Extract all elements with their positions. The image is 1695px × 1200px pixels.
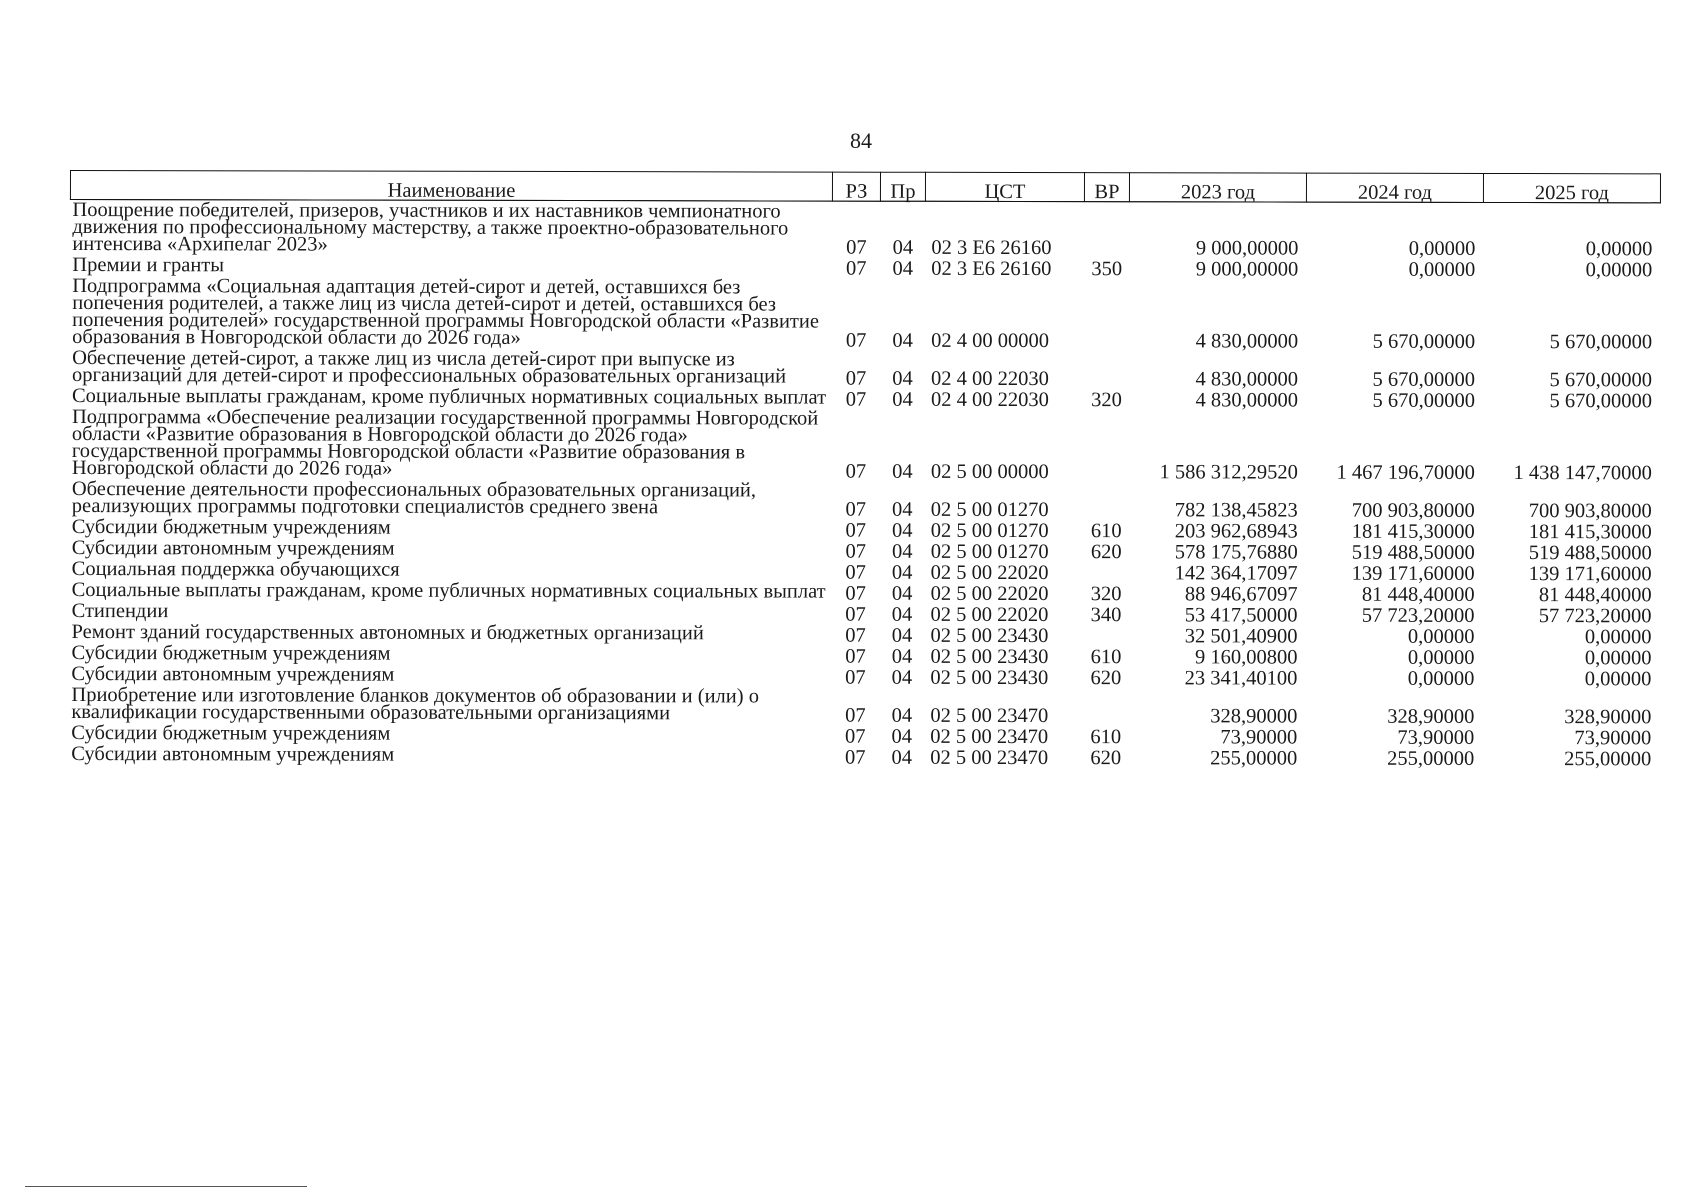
cell-rz: 07 [845, 498, 867, 521]
header-2025: 2025 год [1483, 173, 1660, 202]
cell-name: Стипендии [71, 600, 169, 623]
cell-2024: 57 723,20000 [1361, 604, 1475, 627]
cell-rz: 07 [845, 725, 866, 748]
cell-rz: 07 [845, 704, 866, 727]
cell-cst: 02 5 00 23430 [930, 645, 1049, 669]
cell-2025: 1 438 147,70000 [1513, 462, 1652, 485]
cell-2024: 0,00000 [1407, 646, 1475, 669]
cell-2025: 255,00000 [1564, 748, 1652, 771]
table-header [70, 171, 1660, 203]
cell-cst: 02 4 00 22030 [930, 388, 1049, 412]
cell-rz: 07 [845, 460, 867, 483]
page-number: 84 [850, 128, 872, 153]
cell-2025: 139 171,60000 [1528, 563, 1652, 586]
header-row [70, 171, 1660, 203]
header-vr: ВР [1084, 173, 1129, 202]
cell-2025: 57 723,20000 [1538, 605, 1652, 628]
cell-pr: 04 [891, 746, 913, 769]
cell-pr: 04 [891, 645, 913, 668]
cell-2024: 81 448,40000 [1361, 583, 1475, 606]
header-2024: 2024 год [1306, 173, 1483, 202]
cell-pr: 04 [892, 367, 913, 390]
cell-2024: 139 171,60000 [1351, 562, 1475, 585]
table-row [69, 685, 1659, 726]
cell-name: Социальная поддержка обучающихся [71, 558, 400, 581]
cell-vr: 620 [1090, 747, 1122, 770]
cell-name: Социальные выплаты гражданам, кроме публичных нормативных социальных выплат [71, 579, 826, 603]
cell-2025: 181 415,30000 [1528, 521, 1652, 544]
cell-rz: 07 [845, 388, 867, 411]
cell-pr: 04 [892, 257, 914, 280]
table-row [69, 744, 1659, 768]
cell-name: Субсидии бюджетным учреждениям [71, 516, 391, 539]
cell-name: Приобретение или изготовление бланков документов об образовании и (или) о квалификации государственными образовательными организациями [71, 684, 760, 725]
header-name: Наименование [70, 171, 832, 202]
cell-vr [1084, 350, 1129, 388]
cell-rz: 07 [845, 645, 866, 668]
header-rz: РЗ [832, 172, 880, 201]
cell-pr: 04 [891, 666, 913, 689]
table-row [70, 348, 1660, 389]
cell-name: Поощрение победителей, призеров, участников и их наставников чемпионатного движения по профессиональному мастерству, а также проектно-образовательного интенсива «Архипелаг 2023» [72, 199, 789, 256]
cell-2025: 0,00000 [1585, 238, 1653, 261]
cell-rz: 07 [845, 666, 866, 689]
cell-2023: 142 364,17097 [1174, 562, 1298, 585]
cell-rz: 07 [845, 582, 866, 605]
cell-2023: 203 962,68943 [1174, 520, 1298, 543]
cell-pr: 04 [892, 236, 914, 259]
cell-2023: 4 830,00000 [1195, 368, 1299, 391]
cell-cst: 02 4 00 00000 [931, 329, 1050, 353]
cell-2024: 0,00000 [1407, 667, 1475, 690]
cell-vr: 620 [1090, 541, 1122, 564]
cell-pr: 04 [892, 460, 913, 483]
cell-vr: 610 [1090, 520, 1122, 543]
cell-name: Ремонт зданий государственных автономных и бюджетных организаций [71, 621, 704, 645]
cell-2023: 9 000,00000 [1195, 258, 1299, 281]
cell-name: Субсидии бюджетным учреждениям [71, 642, 391, 665]
cell-pr: 04 [891, 582, 913, 605]
cell-2025: 5 670,00000 [1549, 369, 1653, 392]
cell-rz: 07 [845, 603, 866, 626]
table-row [70, 407, 1660, 482]
cell-2025: 81 448,40000 [1538, 584, 1652, 607]
cell-2023: 578 175,76880 [1174, 541, 1298, 564]
cell-pr: 04 [891, 704, 913, 727]
cell-cst: 02 5 00 23470 [930, 746, 1049, 770]
cell-vr [1084, 409, 1129, 481]
footer-divider [25, 1186, 307, 1187]
cell-cst: 02 5 00 23470 [930, 725, 1049, 749]
cell-cst: 02 3 Е6 26160 [931, 257, 1052, 281]
cell-2023: 53 417,50000 [1184, 604, 1298, 627]
cell-2023: 9 000,00000 [1195, 237, 1299, 260]
cell-pr: 04 [892, 388, 913, 411]
cell-vr: 610 [1090, 726, 1122, 749]
cell-2023: 1 586 312,29520 [1159, 461, 1298, 484]
cell-2025: 0,00000 [1585, 259, 1653, 282]
cell-cst: 02 5 00 22020 [930, 582, 1049, 606]
cell-pr: 04 [891, 561, 913, 584]
cell-2024: 181 415,30000 [1351, 520, 1475, 543]
cell-name: Премии и гранты [72, 254, 225, 277]
cell-2025: 5 670,00000 [1549, 331, 1653, 354]
cell-cst: 02 4 00 22030 [931, 367, 1049, 391]
cell-2023: 782 138,45823 [1174, 499, 1298, 522]
cell-2024: 73,90000 [1397, 726, 1475, 749]
cell-name: Подпрограмма «Социальная адаптация детей-сирот и детей, оставшихся без попечения родителей, а также лиц из числа детей-сирот и детей, оставшихся без попечения родителей» государственной программы Новгородской области «Развитие образования в Новгородской области до 2026 года» [72, 275, 820, 349]
cell-name: Субсидии автономным учреждениям [71, 663, 395, 686]
cell-2024: 700 903,80000 [1351, 499, 1475, 522]
cell-2025: 5 670,00000 [1549, 390, 1653, 413]
cell-2023: 9 160,00800 [1194, 646, 1298, 669]
cell-pr: 04 [891, 540, 913, 563]
cell-2024: 328,90000 [1387, 705, 1475, 728]
cell-2023: 88 946,67097 [1184, 583, 1298, 606]
cell-2025: 519 488,50000 [1528, 542, 1652, 565]
cell-cst: 02 5 00 22020 [930, 603, 1049, 627]
cell-name: Субсидии автономным учреждениям [71, 743, 395, 766]
cell-2024: 0,00000 [1407, 625, 1475, 648]
cell-2024: 5 670,00000 [1372, 389, 1476, 412]
cell-vr: 620 [1090, 667, 1122, 690]
cell-rz: 07 [845, 561, 866, 584]
header-2023: 2023 год [1129, 173, 1306, 202]
cell-2023: 23 341,40100 [1184, 667, 1298, 690]
cell-rz: 07 [846, 236, 867, 259]
cell-2025: 0,00000 [1584, 626, 1652, 649]
cell-rz: 07 [845, 329, 867, 352]
cell-2023: 4 830,00000 [1195, 389, 1299, 412]
table-body [69, 200, 1660, 769]
cell-2024: 0,00000 [1408, 258, 1476, 281]
header-pr: Пр [880, 172, 925, 201]
cell-pr: 04 [891, 519, 913, 542]
cell-pr: 04 [891, 603, 913, 626]
cell-vr [1084, 278, 1129, 350]
cell-name: Социальные выплаты гражданам, кроме публичных нормативных социальных выплат [72, 385, 827, 409]
cell-cst: 02 5 00 23430 [930, 666, 1049, 690]
cell-vr [1084, 624, 1129, 645]
budget-table [69, 170, 1661, 771]
cell-vr: 320 [1090, 583, 1122, 606]
cell-cst: 02 5 00 01270 [930, 519, 1049, 543]
cell-vr [1084, 202, 1129, 258]
table-row [70, 580, 1660, 604]
cell-rz: 07 [846, 257, 867, 280]
cell-vr [1083, 687, 1128, 725]
cell-2025: 328,90000 [1564, 706, 1652, 729]
table-row [70, 200, 1660, 259]
cell-cst: 02 5 00 22020 [930, 561, 1049, 585]
cell-2023: 32 501,40900 [1184, 625, 1298, 648]
header-cst: ЦСТ [925, 172, 1084, 201]
cell-rz: 07 [845, 540, 866, 563]
cell-2023: 4 830,00000 [1195, 330, 1299, 353]
cell-vr [1084, 561, 1129, 582]
cell-rz: 07 [844, 746, 866, 769]
cell-name: Обеспечение детей-сирот, а также лиц из числа детей-сирот при выпуске из организаций для детей-сирот и профессиональных образовательных организаций [72, 347, 787, 388]
cell-name: Субсидии бюджетным учреждениям [71, 722, 391, 745]
cell-rz: 07 [845, 519, 867, 542]
cell-2024: 5 670,00000 [1372, 330, 1476, 353]
cell-pr: 04 [891, 624, 913, 647]
cell-2023: 73,90000 [1220, 726, 1298, 749]
cell-2024: 1 467 196,70000 [1336, 461, 1475, 484]
cell-name: Подпрограмма «Обеспечение реализации государственной программы Новгородской области «Развитие образования в Новгородской области до 2026 года» государственной программы Новгородской области «Развитие образования в Новгородской области до 2026 года» [71, 406, 819, 480]
cell-vr: 320 [1091, 389, 1122, 412]
cell-cst: 02 5 00 23430 [930, 624, 1049, 648]
table-row [70, 276, 1660, 351]
cell-rz: 07 [845, 624, 866, 647]
cell-2024: 519 488,50000 [1351, 541, 1475, 564]
cell-2025: 700 903,80000 [1528, 500, 1652, 523]
cell-cst: 02 5 00 01270 [930, 540, 1049, 564]
cell-cst: 02 5 00 23470 [930, 704, 1049, 728]
cell-vr: 610 [1090, 646, 1122, 669]
cell-cst: 02 5 00 01270 [930, 498, 1049, 522]
cell-2025: 73,90000 [1574, 727, 1652, 750]
cell-2023: 255,00000 [1210, 747, 1298, 770]
cell-2024: 5 670,00000 [1372, 368, 1476, 391]
cell-2024: 255,00000 [1387, 747, 1475, 770]
cell-2025: 0,00000 [1584, 668, 1652, 691]
budget-table-wrapper [69, 170, 1660, 771]
cell-name: Субсидии автономным учреждениям [71, 537, 395, 560]
cell-pr: 04 [892, 329, 913, 352]
cell-2025: 0,00000 [1584, 647, 1652, 670]
cell-vr [1084, 481, 1129, 519]
cell-2024: 0,00000 [1408, 237, 1476, 260]
cell-rz: 07 [845, 367, 867, 390]
cell-cst: 02 3 Е6 26160 [931, 236, 1052, 260]
cell-pr: 04 [892, 498, 913, 521]
cell-vr: 340 [1090, 604, 1122, 627]
cell-pr: 04 [891, 725, 913, 748]
cell-cst: 02 5 00 00000 [930, 460, 1049, 484]
cell-vr: 350 [1091, 258, 1123, 281]
cell-name: Обеспечение деятельности профессиональных образовательных организаций, реализующих программы подготовки специалистов среднего звена [71, 478, 757, 519]
table-row [70, 479, 1660, 520]
cell-2023: 328,90000 [1210, 705, 1298, 728]
